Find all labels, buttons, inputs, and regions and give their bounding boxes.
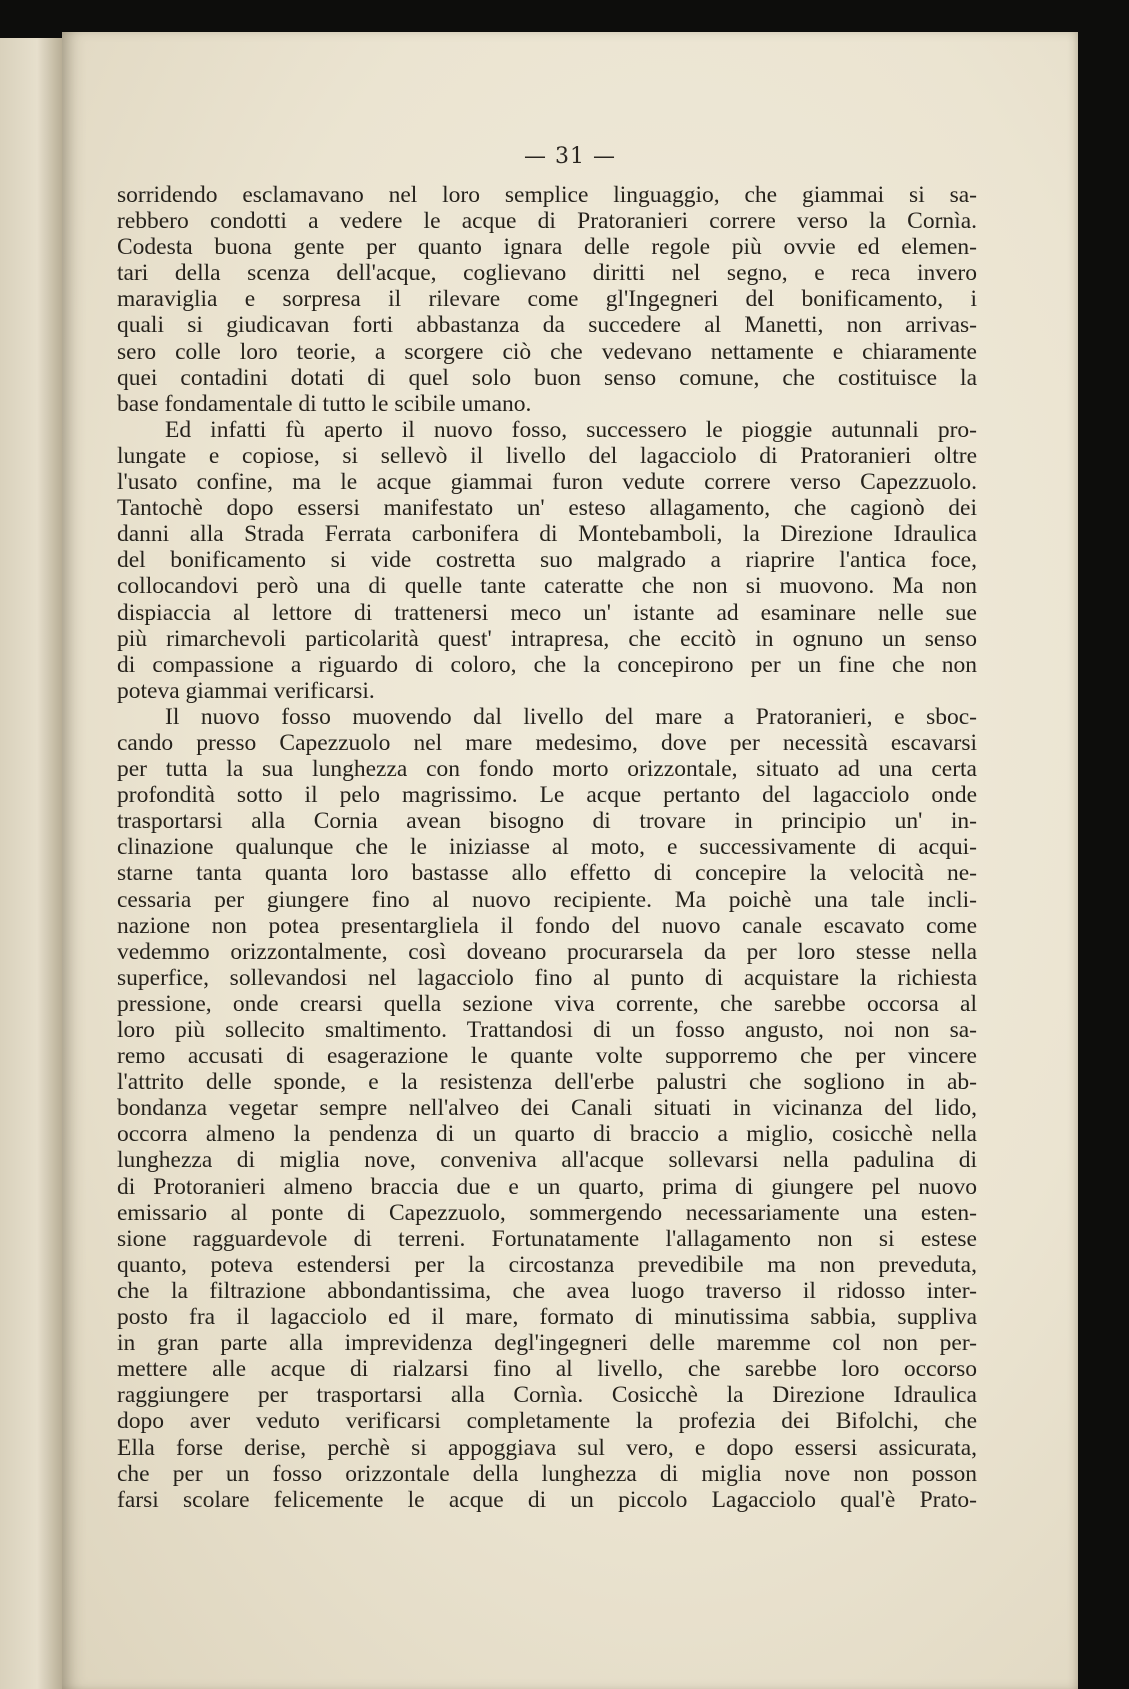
text-line: bondanza vegetar sempre nell'alveo dei Canali situati in vicinanza del lido, <box>117 1095 977 1122</box>
text-line: profondità sotto il pelo magrissimo. Le acque pertanto del lagacciolo onde <box>117 782 977 809</box>
text-line: cando presso Capezzuolo nel mare medesimo, dove per necessità escavarsi <box>117 729 977 756</box>
text-line: Il nuovo fosso muovendo dal livello del mare a Pratoranieri, e sboc- <box>165 703 977 730</box>
text-line: quali si giudicavan forti abbastanza da succedere al Manetti, non arrivas- <box>117 312 977 339</box>
text-line: poteva giammai verificarsi. <box>117 677 375 704</box>
text-line: l'usato confine, ma le acque giammai furon vedute correre verso Capezzuolo. <box>117 469 977 496</box>
text-line: dispiaccia al lettore di trattenersi meco un' istante ad esaminare nelle sue <box>117 599 977 626</box>
text-line: che per un fosso orizzontale della lunghezza di miglia nove non posson <box>117 1460 977 1487</box>
text-line: farsi scolare felicemente le acque di un piccolo Lagacciolo qual'è Prato- <box>117 1486 977 1513</box>
text-line: nazione non potea presentargliela il fondo del nuovo canale escavato come <box>117 912 977 939</box>
text-line: vedemmo orizzontalmente, così doveano procurarsela da per loro stesse nella <box>117 938 977 965</box>
text-line: rebbero condotti a vedere le acque di Pratoranieri correre verso la Cornìa. <box>117 208 977 235</box>
text-line: loro più sollecito smaltimento. Trattandosi di un fosso angusto, noi non sa- <box>117 1017 977 1043</box>
text-line: starne tanta quanta loro bastasse allo effetto di concepire la velocità ne- <box>117 860 977 887</box>
text-line: trasportarsi alla Cornia avean bisogno di trovare in principio un' in- <box>117 808 977 835</box>
text-line: Ed infatti fù aperto il nuovo fosso, successero le pioggie autunnali pro- <box>165 416 977 443</box>
text-line: di Protoranieri almeno braccia due e un quarto, prima di giungere pel nuovo <box>117 1173 977 1200</box>
page-body-text <box>117 182 977 1513</box>
text-line: superfice, sollevandosi nel lagacciolo fino al punto di acquistare la richiesta <box>117 964 977 991</box>
text-line: remo accusati di esagerazione le quante volte supporremo che per vincere <box>117 1043 977 1070</box>
text-line: sero colle loro teorie, a scorgere ciò che vedevano nettamente e chiaramente <box>117 338 977 365</box>
text-line: Ella forse derise, perchè si appoggiava sul vero, e dopo essersi assicurata, <box>117 1434 977 1461</box>
text-line: raggiungere per trasportarsi alla Cornìa. Cosicchè la Direzione Idraulica <box>117 1382 977 1409</box>
text-line: lungate e copiose, si sellevò il livello del lagacciolo di Pratoranieri oltre <box>117 442 977 469</box>
text-line: tari della scenza dell'acque, coglievano diritti nel segno, e reca invero <box>117 260 977 287</box>
text-line: emissario al ponte di Capezzuolo, sommergendo necessariamente una esten- <box>117 1199 977 1226</box>
text-line: che la filtrazione abbondantissima, che avea luogo traverso il ridosso inter- <box>117 1277 977 1304</box>
text-line: di compassione a riguardo di coloro, che la concepirono per un fine che non <box>117 651 977 678</box>
text-line: mettere alle acque di rialzarsi fino al livello, che sarebbe loro occorso <box>117 1356 977 1383</box>
text-line: sione ragguardevole di terreni. Fortunatamente l'allagamento non si estese <box>117 1225 977 1252</box>
text-line: più rimarchevoli particolarità quest' intrapresa, che eccitò in ognuno un senso <box>117 625 977 652</box>
text-line: per tutta la sua lunghezza con fondo morto orizzontale, situato ad una certa <box>117 756 977 783</box>
text-line: del bonificamento si vide costretta suo malgrado a riaprire l'antica foce, <box>117 547 977 574</box>
text-line: danni alla Strada Ferrata carbonifera di Montebamboli, la Direzione Idraulica <box>117 521 977 548</box>
text-line: Codesta buona gente per quanto ignara delle regole più ovvie ed elemen- <box>117 234 977 261</box>
text-line: base fondamentale di tutto le scibile umano. <box>117 390 532 417</box>
text-line: pressione, onde crearsi quella sezione viva corrente, che sarebbe occorsa al <box>117 990 977 1017</box>
text-line: in gran parte alla imprevidenza degl'ingegneri delle maremme col non per- <box>117 1330 977 1357</box>
text-line: Tantochè dopo essersi manifestato un' esteso allagamento, che cagionò dei <box>117 495 977 522</box>
text-line: quei contadini dotati di quel solo buon senso comune, che costituisce la <box>117 364 977 391</box>
text-line: lunghezza di miglia nove, conveniva all'acque sollevarsi nella padulina di <box>117 1147 977 1174</box>
text-line: collocandovi però una di quelle tante cateratte che non si muovono. Ma non <box>117 573 977 600</box>
text-line: clinazione qualunque che le iniziasse al moto, e successivamente di acqui- <box>117 834 977 861</box>
previous-page-edge <box>0 38 62 1689</box>
text-line: posto fra il lagacciolo ed il mare, formato di minutissima sabbia, suppliva <box>117 1304 977 1331</box>
text-line: dopo aver veduto verificarsi completamente la profezia dei Bifolchi, che <box>117 1408 977 1435</box>
text-line: cessaria per giungere fino al nuovo recipiente. Ma poichè una tale incli- <box>117 886 977 913</box>
page-number: — 31 — <box>524 144 616 169</box>
text-line: quanto, poteva estendersi per la circostanza prevedibile ma non preveduta, <box>117 1251 977 1278</box>
book-page <box>62 32 1078 1689</box>
text-line: sorridendo esclamavano nel loro semplice linguaggio, che giammai si sa- <box>117 182 977 208</box>
text-line: occorra almeno la pendenza di un quarto di braccio a miglio, cosicchè nella <box>117 1121 977 1148</box>
text-line: maraviglia e sorpresa il rilevare come gl'Ingegneri del bonificamento, i <box>117 286 977 313</box>
text-line: l'attrito delle sponde, e la resistenza dell'erbe palustri che sogliono in ab- <box>117 1069 977 1096</box>
